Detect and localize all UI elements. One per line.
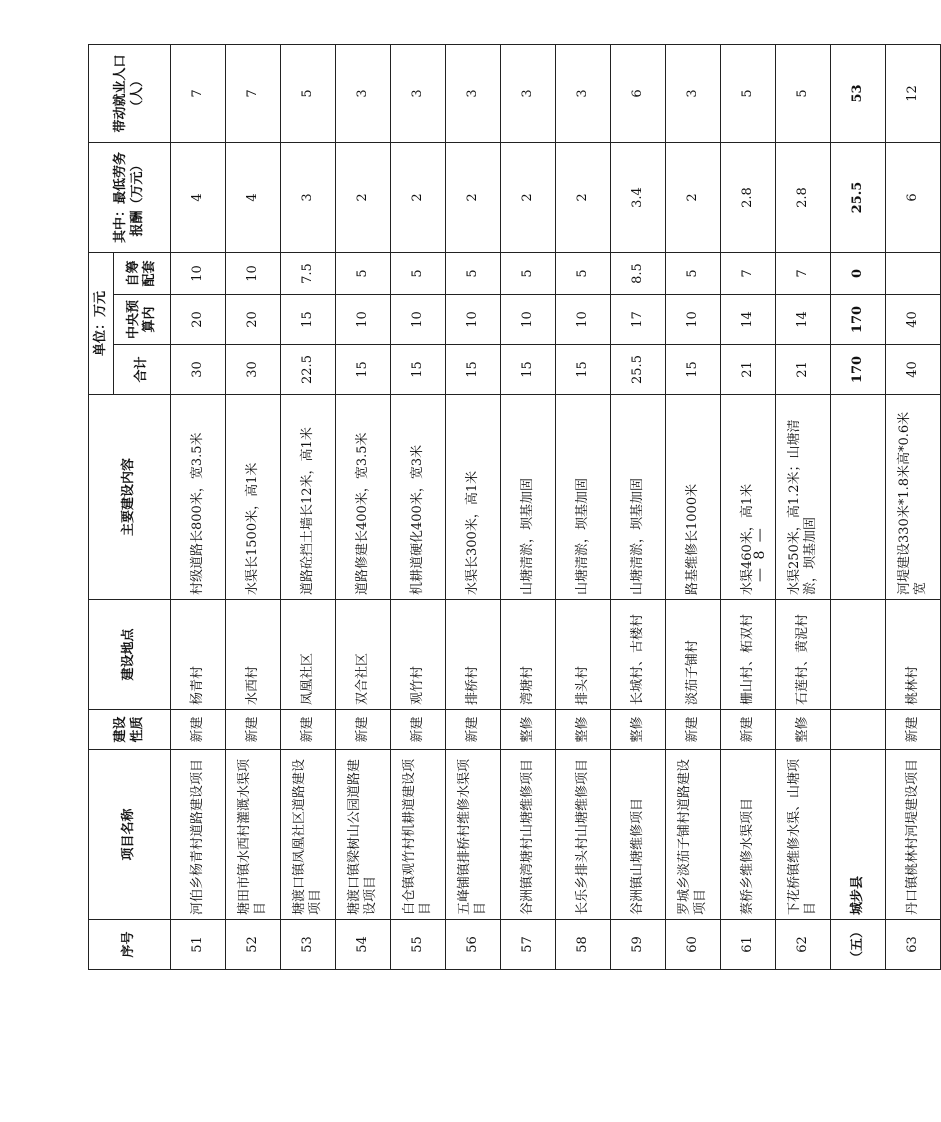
cell-name: 城步县 <box>831 750 886 920</box>
cell-jobs: 3 <box>336 45 391 143</box>
cell-central: 170 <box>831 295 886 345</box>
cell-location: 杨青村 <box>171 600 226 710</box>
table-row <box>556 45 611 970</box>
header-location: 建设地点 <box>89 600 171 710</box>
cell-content: 水渠250米，高1.2米；山塘清淤，坝基加固 <box>776 395 831 600</box>
cell-nature: 新建 <box>446 710 501 750</box>
cell-nature: 新建 <box>391 710 446 750</box>
cell-labor: 2 <box>556 143 611 253</box>
cell-nature: 整修 <box>776 710 831 750</box>
cell-name: 塘田市镇水西村灌溉水渠项目 <box>226 750 281 920</box>
cell-jobs: 3 <box>391 45 446 143</box>
cell-nature: 整修 <box>556 710 611 750</box>
cell-location: 凤凰社区 <box>281 600 336 710</box>
cell-nature: 新建 <box>226 710 281 750</box>
cell-name: 下花桥镇维修水渠、山塘项目 <box>776 750 831 920</box>
cell-central: 10 <box>501 295 556 345</box>
cell-total: 25.5 <box>611 345 666 395</box>
cell-seq: （五） <box>831 920 886 970</box>
cell-labor: 6 <box>886 143 941 253</box>
cell-nature: 新建 <box>721 710 776 750</box>
table-row <box>666 45 721 970</box>
cell-total: 22.5 <box>281 345 336 395</box>
cell-central: 17 <box>611 295 666 345</box>
cell-jobs: 3 <box>556 45 611 143</box>
table-row <box>391 45 446 970</box>
cell-jobs: 6 <box>611 45 666 143</box>
cell-content: 道路修建长400米，宽3.5米 <box>336 395 391 600</box>
cell-labor: 2 <box>336 143 391 253</box>
cell-total: 21 <box>776 345 831 395</box>
cell-name: 五峰铺镇排桥村维修水渠项目 <box>446 750 501 920</box>
cell-location: 长城村、古楼村 <box>611 600 666 710</box>
cell-content: 机耕道硬化400米，宽3米 <box>391 395 446 600</box>
cell-labor: 2 <box>666 143 721 253</box>
cell-location <box>831 600 886 710</box>
cell-jobs: 12 <box>886 45 941 143</box>
cell-jobs: 7 <box>171 45 226 143</box>
cell-central: 10 <box>391 295 446 345</box>
cell-seq: 51 <box>171 920 226 970</box>
cell-jobs: 7 <box>226 45 281 143</box>
header-labor: 其中：最低劳务报酬（万元） <box>89 143 171 253</box>
cell-central: 10 <box>556 295 611 345</box>
cell-self: 5 <box>556 253 611 295</box>
cell-nature: 新建 <box>336 710 391 750</box>
cell-seq: 55 <box>391 920 446 970</box>
cell-seq: 61 <box>721 920 776 970</box>
cell-name: 河伯乡杨青村道路建设项目 <box>171 750 226 920</box>
cell-nature: 新建 <box>666 710 721 750</box>
table-row <box>336 45 391 970</box>
cell-total: 170 <box>831 345 886 395</box>
cell-seq: 58 <box>556 920 611 970</box>
table-row <box>831 45 886 970</box>
cell-location: 排头村 <box>556 600 611 710</box>
table-row <box>226 45 281 970</box>
cell-labor: 2.8 <box>721 143 776 253</box>
cell-location: 桃林村 <box>886 600 941 710</box>
cell-name: 蔡桥乡维修水渠项目 <box>721 750 776 920</box>
cell-labor: 2.8 <box>776 143 831 253</box>
table-row <box>776 45 831 970</box>
cell-self: 0 <box>831 253 886 295</box>
header-unit: 单位：万元 <box>89 253 114 395</box>
cell-location: 排桥村 <box>446 600 501 710</box>
cell-content: 水渠长1500米，高1米 <box>226 395 281 600</box>
cell-seq: 60 <box>666 920 721 970</box>
cell-jobs: 3 <box>446 45 501 143</box>
cell-content <box>831 395 886 600</box>
cell-total: 30 <box>171 345 226 395</box>
cell-location: 湾塘村 <box>501 600 556 710</box>
cell-nature: 整修 <box>501 710 556 750</box>
cell-labor: 2 <box>446 143 501 253</box>
header-seq: 序号 <box>89 920 171 970</box>
cell-self: 7 <box>721 253 776 295</box>
cell-self <box>886 253 941 295</box>
cell-nature: 新建 <box>886 710 941 750</box>
cell-seq: 54 <box>336 920 391 970</box>
header-content: 主要建设内容 <box>89 395 171 600</box>
cell-self: 5 <box>446 253 501 295</box>
cell-total: 15 <box>391 345 446 395</box>
cell-labor: 4 <box>226 143 281 253</box>
cell-total: 40 <box>886 345 941 395</box>
cell-location: 石莲村、黄泥村 <box>776 600 831 710</box>
cell-central: 10 <box>446 295 501 345</box>
table-row <box>611 45 666 970</box>
cell-central: 10 <box>336 295 391 345</box>
cell-location: 淡茄子铺村 <box>666 600 721 710</box>
cell-seq: 63 <box>886 920 941 970</box>
cell-jobs: 5 <box>281 45 336 143</box>
cell-total: 30 <box>226 345 281 395</box>
cell-labor: 4 <box>171 143 226 253</box>
cell-labor: 2 <box>501 143 556 253</box>
cell-name: 塘渡口镇梁树山公园道路建设项目 <box>336 750 391 920</box>
cell-central: 20 <box>171 295 226 345</box>
cell-self: 5 <box>391 253 446 295</box>
cell-nature: 新建 <box>281 710 336 750</box>
header-central: 中央预算内 <box>114 295 171 345</box>
header-total: 合计 <box>114 345 171 395</box>
cell-total: 15 <box>666 345 721 395</box>
cell-central: 15 <box>281 295 336 345</box>
header-self: 自筹配套 <box>114 253 171 295</box>
table-row <box>501 45 556 970</box>
cell-labor: 2 <box>391 143 446 253</box>
table-row <box>446 45 501 970</box>
cell-name: 谷洲镇湾塘村山塘维修项目 <box>501 750 556 920</box>
cell-self: 10 <box>171 253 226 295</box>
header-jobs: 带动就业人口（人） <box>89 45 171 143</box>
cell-self: 8.5 <box>611 253 666 295</box>
cell-name: 塘渡口镇凤凰社区道路建设项目 <box>281 750 336 920</box>
cell-total: 15 <box>501 345 556 395</box>
cell-seq: 53 <box>281 920 336 970</box>
cell-nature: 新建 <box>171 710 226 750</box>
cell-jobs: 3 <box>501 45 556 143</box>
cell-name: 白仓镇观竹村机耕道建设项目 <box>391 750 446 920</box>
cell-self: 5 <box>336 253 391 295</box>
cell-jobs: 3 <box>666 45 721 143</box>
cell-total: 15 <box>336 345 391 395</box>
cell-seq: 62 <box>776 920 831 970</box>
page-number: — 8 — <box>752 526 768 582</box>
cell-jobs: 5 <box>776 45 831 143</box>
cell-name: 罗城乡淡茄子铺村道路建设项目 <box>666 750 721 920</box>
cell-seq: 56 <box>446 920 501 970</box>
cell-content: 道路砼挡土墙长12米，高1米 <box>281 395 336 600</box>
table-row <box>721 45 776 970</box>
cell-jobs: 53 <box>831 45 886 143</box>
table-row <box>281 45 336 970</box>
header-nature: 建设性质 <box>89 710 171 750</box>
cell-self: 10 <box>226 253 281 295</box>
cell-location: 水西村 <box>226 600 281 710</box>
cell-nature <box>831 710 886 750</box>
cell-content: 村级道路长800米，宽3.5米 <box>171 395 226 600</box>
cell-content: 山塘清淤，坝基加固 <box>501 395 556 600</box>
cell-central: 40 <box>886 295 941 345</box>
cell-central: 14 <box>721 295 776 345</box>
cell-content: 山塘清淤，坝基加固 <box>556 395 611 600</box>
cell-content: 河堤建设330米*1.8米高*0.6米宽 <box>886 395 941 600</box>
cell-content: 水渠长300米，高1米 <box>446 395 501 600</box>
cell-jobs: 5 <box>721 45 776 143</box>
cell-self: 7.5 <box>281 253 336 295</box>
cell-location: 观竹村 <box>391 600 446 710</box>
cell-central: 14 <box>776 295 831 345</box>
cell-total: 21 <box>721 345 776 395</box>
cell-total: 15 <box>556 345 611 395</box>
cell-self: 5 <box>501 253 556 295</box>
table-row <box>171 45 226 970</box>
cell-content: 水渠460米，高1米 <box>721 395 776 600</box>
table-row <box>886 45 941 970</box>
header-name: 项目名称 <box>89 750 171 920</box>
cell-name: 丹口镇桃林村河堤建设项目 <box>886 750 941 920</box>
cell-seq: 57 <box>501 920 556 970</box>
cell-location: 栅山村、柘双村 <box>721 600 776 710</box>
cell-labor: 3.4 <box>611 143 666 253</box>
cell-self: 5 <box>666 253 721 295</box>
cell-self: 7 <box>776 253 831 295</box>
cell-central: 10 <box>666 295 721 345</box>
table-body <box>171 45 941 970</box>
cell-labor: 3 <box>281 143 336 253</box>
cell-content: 山塘清淤，坝基加固 <box>611 395 666 600</box>
cell-total: 15 <box>446 345 501 395</box>
cell-name: 谷洲镇山塘维修项目 <box>611 750 666 920</box>
project-table <box>88 44 941 970</box>
cell-name: 长乐乡排头村山塘维修项目 <box>556 750 611 920</box>
cell-seq: 59 <box>611 920 666 970</box>
cell-content: 路基维修长1000米 <box>666 395 721 600</box>
cell-location: 双合社区 <box>336 600 391 710</box>
cell-central: 20 <box>226 295 281 345</box>
cell-seq: 52 <box>226 920 281 970</box>
cell-labor: 25.5 <box>831 143 886 253</box>
cell-nature: 整修 <box>611 710 666 750</box>
